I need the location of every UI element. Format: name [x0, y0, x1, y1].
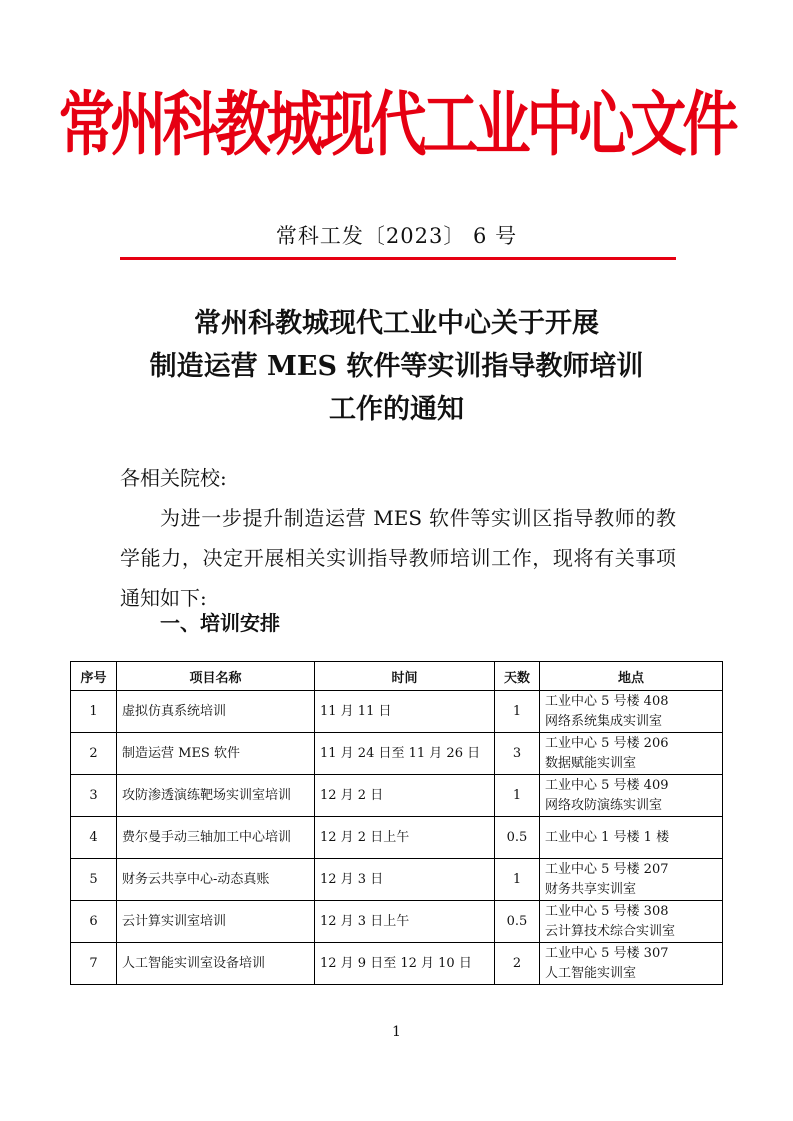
- header-time: 时间: [315, 662, 495, 691]
- table-row: [71, 817, 723, 859]
- document-title: [0, 302, 793, 431]
- location-line: 工业中心 5 号楼 207: [545, 861, 669, 877]
- cell-time: 12 月 2 日上午: [315, 817, 495, 859]
- title-line-3: 工作的通知: [329, 394, 464, 425]
- header-no: 序号: [71, 662, 117, 691]
- cell-location: [540, 817, 723, 859]
- location-line: 人工智能实训室: [545, 965, 637, 981]
- cell-location: [540, 733, 723, 775]
- cell-location: [540, 943, 723, 985]
- cell-no: 7: [71, 943, 117, 985]
- cell-days: 0.5: [495, 817, 540, 859]
- cell-days: 1: [495, 691, 540, 733]
- cell-name: 人工智能实训室设备培训: [117, 943, 315, 985]
- cell-name: 费尔曼手动三轴加工中心培训: [117, 817, 315, 859]
- cell-days: 2: [495, 943, 540, 985]
- cell-no: 4: [71, 817, 117, 859]
- cell-no: 1: [71, 691, 117, 733]
- cell-no: 2: [71, 733, 117, 775]
- cell-name: 虚拟仿真系统培训: [117, 691, 315, 733]
- location-line: 网络攻防演练实训室: [545, 797, 663, 813]
- cell-location: [540, 775, 723, 817]
- cell-days: 3: [495, 733, 540, 775]
- table-row: [71, 775, 723, 817]
- cell-time: 12 月 3 日上午: [315, 901, 495, 943]
- page-number: 1: [392, 1024, 401, 1040]
- table-header-row: [71, 662, 723, 691]
- location-line: 工业中心 5 号楼 206: [545, 735, 669, 751]
- cell-no: 3: [71, 775, 117, 817]
- header-name: 项目名称: [117, 662, 315, 691]
- red-divider-line: [120, 257, 676, 260]
- location-line: 数据赋能实训室: [545, 755, 637, 771]
- title-line-1: 常州科教城现代工业中心关于开展: [194, 308, 599, 339]
- cell-time: 12 月 9 日至 12 月 10 日: [315, 943, 495, 985]
- cell-time: 11 月 24 日至 11 月 26 日: [315, 733, 495, 775]
- header-days: 天数: [495, 662, 540, 691]
- cell-time: 12 月 3 日: [315, 859, 495, 901]
- cell-location: [540, 859, 723, 901]
- cell-name: 制造运营 MES 软件: [117, 733, 315, 775]
- location-line: 工业中心 5 号楼 307: [545, 945, 669, 961]
- cell-no: 5: [71, 859, 117, 901]
- table-row: [71, 943, 723, 985]
- cell-name: 攻防渗透演练靶场实训室培训: [117, 775, 315, 817]
- cell-days: 1: [495, 859, 540, 901]
- cell-location: [540, 901, 723, 943]
- cell-name: 财务云共享中心-动态真账: [117, 859, 315, 901]
- location-line: 工业中心 5 号楼 408: [545, 693, 669, 709]
- location-line: 云计算技术综合实训室: [545, 923, 676, 939]
- table-row: [71, 859, 723, 901]
- cell-name: 云计算实训室培训: [117, 901, 315, 943]
- training-schedule-table: [70, 661, 723, 985]
- cell-days: 0.5: [495, 901, 540, 943]
- table-row: [71, 691, 723, 733]
- cell-location: [540, 691, 723, 733]
- document-masthead: 常州科教城现代工业中心文件: [58, 84, 735, 166]
- title-line-2: 制造运营 MES 软件等实训指导教师培训: [149, 351, 644, 382]
- table-row: [71, 901, 723, 943]
- location-line: 网络系统集成实训室: [545, 713, 663, 729]
- cell-no: 6: [71, 901, 117, 943]
- section-heading: 一、培训安排: [160, 611, 280, 635]
- location-line: 工业中心 5 号楼 409: [545, 777, 669, 793]
- cell-time: 12 月 2 日: [315, 775, 495, 817]
- cell-time: 11 月 11 日: [315, 691, 495, 733]
- location-line: 财务共享实训室: [545, 881, 637, 897]
- document-number: 常科工发〔2023〕 6 号: [275, 224, 518, 248]
- table-row: [71, 733, 723, 775]
- salutation: 各相关院校:: [120, 466, 227, 490]
- location-line: 工业中心 1 号楼 1 楼: [545, 829, 670, 845]
- cell-days: 1: [495, 775, 540, 817]
- intro-paragraph: 为进一步提升制造运营 MES 软件等实训区指导教师的教学能力，决定开展相关实训指导教师培训工作，现将有关事项通知如下:: [120, 506, 676, 610]
- header-location: 地点: [540, 662, 723, 691]
- location-line: 工业中心 5 号楼 308: [545, 903, 669, 919]
